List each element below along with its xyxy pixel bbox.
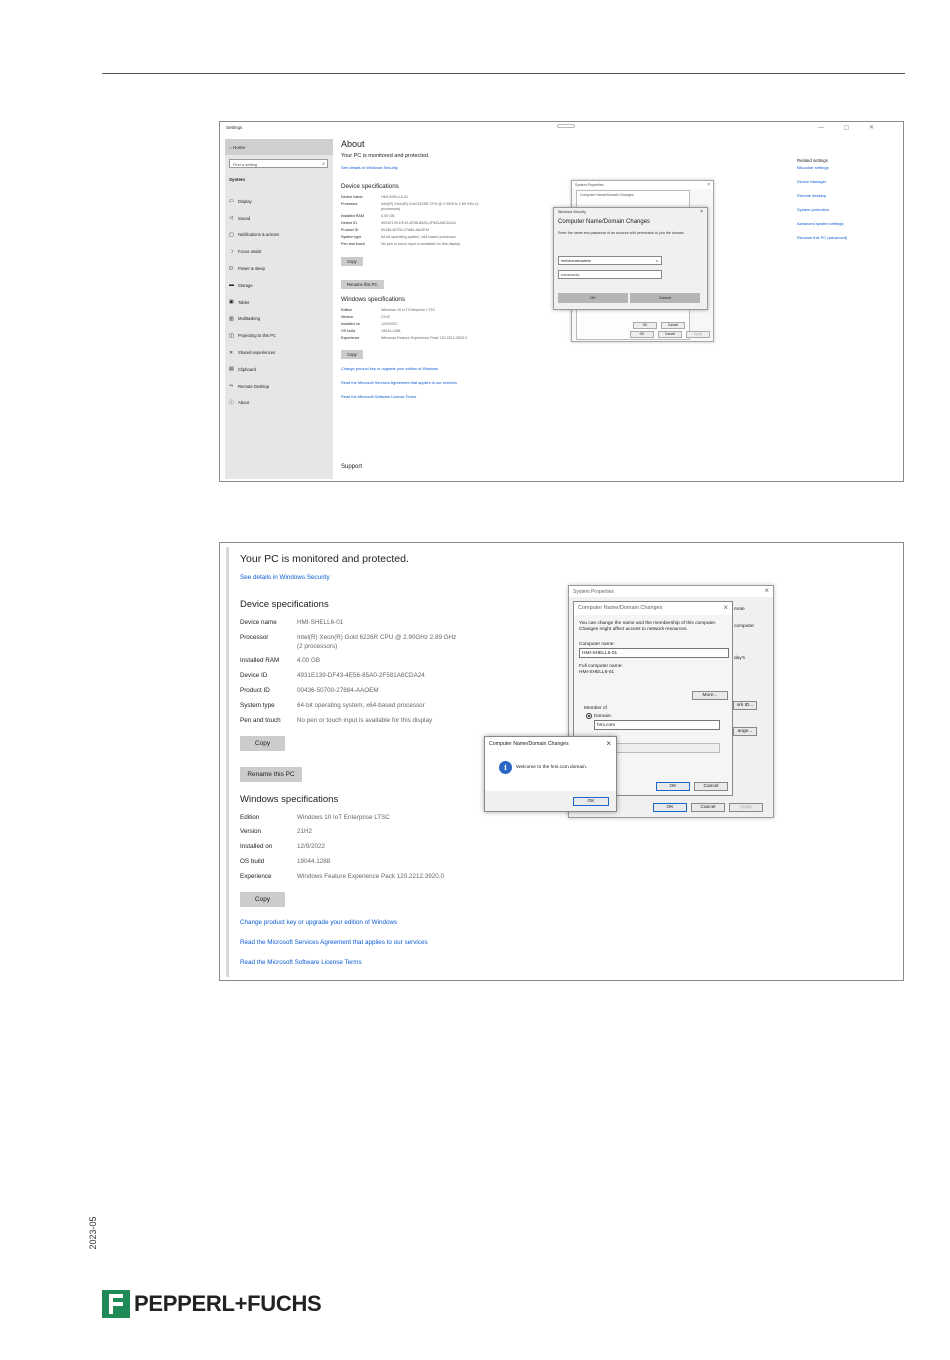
- spec-row: Experience Windows Feature Experience Pack 120.2212.3920.0: [341, 336, 468, 340]
- member-of-label: Member of: [584, 706, 607, 711]
- domain-input[interactable]: hmi.com: [594, 720, 720, 730]
- services-agreement-link[interactable]: Read the Microsoft Services Agreement that applies to our services: [240, 938, 428, 946]
- power-icon: ⏻: [229, 265, 233, 272]
- sysprops-apply-button[interactable]: Apply: [686, 331, 710, 338]
- find-setting-input[interactable]: Find a setting ⌕: [229, 159, 328, 168]
- device-specs-heading: Device specifications: [240, 599, 329, 610]
- sidebar-item[interactable]: ◁ Sound: [229, 215, 251, 222]
- sidebar-item[interactable]: ◫ Projecting to this PC: [229, 332, 276, 339]
- spec-row: OS build 19044.1288: [240, 857, 331, 865]
- dialog-title-bar: Windows Security ×: [558, 209, 703, 215]
- spec-row: Experience Windows Feature Experience Pack 120.2212.3920.0: [240, 872, 445, 880]
- full-name-value: HMI-SHELL6-01: [579, 670, 615, 675]
- notification-icon: ▢: [229, 231, 234, 238]
- sidebar-item[interactable]: ▬ Storage: [229, 282, 253, 289]
- settings-about-screenshot: [219, 121, 904, 482]
- cancel-button[interactable]: Cancel: [630, 293, 700, 303]
- windows-links: [341, 366, 671, 399]
- window-title: Settings: [226, 125, 243, 130]
- radio-selected-icon: [586, 713, 592, 719]
- rename-pc-button[interactable]: Rename this PC: [240, 767, 302, 782]
- cancel-button[interactable]: Cancel: [661, 322, 685, 329]
- copy-device-button[interactable]: Copy: [341, 257, 363, 266]
- spec-row: Version 21H2: [341, 314, 390, 319]
- spec-row: Installed RAM 4.00 GB: [240, 657, 321, 665]
- dialog-message: You can change the name and the membership of this computer. Changes might affect access to network resources.: [579, 621, 717, 633]
- spec-row: Pen and touch No pen or touch input is available for this display: [240, 716, 433, 724]
- related-settings-heading: Related settings: [797, 158, 828, 163]
- domain-welcome-dialog: [484, 736, 617, 812]
- close-icon[interactable]: ×: [707, 182, 710, 188]
- tablet-icon: ▣: [229, 299, 234, 306]
- page-title: About: [341, 139, 365, 149]
- close-icon[interactable]: ×: [723, 603, 728, 612]
- security-details-link[interactable]: See details in Windows Security: [240, 574, 330, 581]
- services-agreement-link[interactable]: Read the Microsoft Services Agreement that applies to our services: [341, 380, 457, 386]
- clear-icon[interactable]: ×: [655, 258, 658, 263]
- sysprops-ok-button[interactable]: OK: [630, 331, 654, 338]
- spec-row: Device name HMI-SHELL6-01: [341, 195, 409, 199]
- multitask-icon: ▥: [229, 315, 234, 322]
- spec-row: Version 21H2: [240, 828, 313, 836]
- spec-row: Product ID 00436-50700-27884-AAOEM: [240, 687, 379, 695]
- domain-welcome-screenshot: [219, 542, 904, 981]
- product-key-link[interactable]: Change product key or upgrade your edition of Windows: [341, 366, 439, 372]
- dialog-title-bar: System Properties ×: [569, 586, 773, 597]
- related-link[interactable]: Device Manager: [797, 179, 827, 184]
- spec-row: Device ID 4931E139-DF43-4E56-85A0-2F581A6CDA24: [240, 672, 425, 680]
- pepperl-fuchs-logo-icon: [102, 1290, 130, 1318]
- security-details-link[interactable]: See details in Windows Security: [341, 165, 398, 170]
- license-terms-link[interactable]: Read the Microsoft Software License Terms: [240, 958, 362, 966]
- remote-icon: ⤳: [229, 383, 234, 390]
- sysprops-cancel-button[interactable]: Cancel: [658, 331, 682, 338]
- clipboard-icon: ▤: [229, 366, 234, 373]
- ok-button[interactable]: OK: [573, 797, 609, 806]
- dialog-title-bar: Computer Name/Domain Changes ×: [574, 602, 732, 615]
- sidebar-item[interactable]: ▢ Notifications & actions: [229, 231, 280, 238]
- peek-text: day's: [734, 656, 746, 661]
- computer-name-label: Computer name:: [579, 642, 615, 647]
- sidebar-item[interactable]: ✕ Shared experiences: [229, 349, 276, 356]
- project-icon: ◫: [229, 332, 234, 339]
- spec-row: System type 64-bit operating system, x64-based processor: [341, 235, 456, 240]
- change-button[interactable]: ange...: [733, 727, 757, 736]
- spec-row: System type 64-bit operating system, x64-based processor: [240, 701, 425, 709]
- device-specs-heading: Device specifications: [341, 183, 399, 190]
- dialog-title-bar: Computer Name/Domain Changes ×: [485, 737, 616, 751]
- window-controls[interactable]: — ▢ ✕: [817, 125, 883, 131]
- sidebar-nav: [225, 193, 333, 411]
- computer-name-input[interactable]: HMI-SHELL6-01: [579, 648, 729, 658]
- more-button[interactable]: More...: [692, 691, 728, 700]
- info-icon: i: [499, 761, 512, 774]
- dialog-heading: Computer Name/Domain Changes: [558, 219, 651, 225]
- spec-row: Device name HMI-SHELL6-01: [240, 619, 344, 626]
- top-rule: [102, 73, 905, 74]
- windows-security-dialog: [553, 207, 708, 310]
- spec-row: Installed RAM 4.00 GB: [341, 213, 395, 218]
- copy-windows-button[interactable]: Copy: [240, 892, 285, 907]
- related-link[interactable]: Remote desktop: [797, 193, 827, 198]
- windows-specs-heading: Windows specifications: [341, 295, 405, 303]
- full-name-label: Full computer name:: [579, 664, 623, 669]
- windows-specs-heading: Windows specifications: [240, 793, 339, 805]
- brand-name: PEPPERL+FUCHS: [134, 1291, 322, 1316]
- domain-radio[interactable]: Domain:: [586, 713, 612, 719]
- sidebar-item[interactable]: ▥ Multitasking: [229, 315, 261, 322]
- tab-remote-peek[interactable]: mote: [734, 607, 745, 612]
- related-link[interactable]: Rename this PC (advanced): [797, 235, 848, 240]
- username-field[interactable]: hmi\domainadmin ×: [558, 256, 662, 265]
- sidebar-item[interactable]: ▤ Clipboard: [229, 366, 256, 373]
- copy-device-button[interactable]: Copy: [240, 736, 285, 751]
- close-icon[interactable]: ×: [700, 209, 703, 215]
- welcome-message: Welcome to the hmi.com domain.: [516, 765, 588, 770]
- spec-row: Processor Intel(R) Xeon(R) Gold 6226R CPU @ 2.90GHz 2.89 GHz (2 processors): [341, 202, 479, 211]
- protection-status: Your PC is monitored and protected.: [341, 153, 430, 159]
- related-settings: [797, 158, 897, 249]
- network-id-button[interactable]: ork ID...: [733, 701, 757, 710]
- sysprops-ok-button[interactable]: OK: [653, 803, 687, 812]
- related-link[interactable]: BitLocker settings: [797, 165, 829, 170]
- windows-specs-list: [240, 814, 570, 882]
- spec-row: Processor Intel(R) Xeon(R) Gold 6226R CPU @ 2.90GHz 2.89 GHz (2 processors): [240, 633, 457, 650]
- protection-status: Your PC is monitored and protected.: [240, 553, 409, 565]
- moon-icon: ☽: [229, 248, 234, 255]
- spec-row: Device ID 4931E139-DF43-4E56-85A0-2F581A6CDA24: [341, 221, 456, 225]
- sidebar-item[interactable]: ☽ Focus assist: [229, 248, 262, 255]
- related-link[interactable]: System protection: [797, 207, 830, 212]
- sidebar-item[interactable]: ⏻ Power & sleep: [229, 265, 265, 272]
- document-date: 2023-05: [88, 1216, 98, 1250]
- sidebar-item[interactable]: ▣ Tablet: [229, 299, 250, 306]
- rename-pc-button[interactable]: Rename this PC: [341, 280, 384, 289]
- title-bar-handle: [557, 124, 575, 128]
- sidebar-home[interactable]: ⌂ Home: [225, 139, 333, 155]
- scrollbar[interactable]: [226, 547, 229, 977]
- product-key-link[interactable]: Change product key or upgrade your edition of Windows: [240, 918, 398, 926]
- close-icon[interactable]: ×: [606, 739, 611, 748]
- storage-icon: ▬: [229, 282, 234, 289]
- sidebar-item[interactable]: ⓘ About: [229, 400, 249, 407]
- speaker-icon: ◁: [229, 215, 233, 222]
- license-terms-link[interactable]: Read the Microsoft Software License Terms: [341, 394, 417, 400]
- dialog-message: Enter the name and password of an account with permission to join the domain.: [558, 231, 685, 235]
- spec-row: Installed on 12/9/2022: [240, 843, 326, 851]
- close-icon[interactable]: ×: [764, 586, 769, 595]
- spec-row: Installed on 12/9/2022: [341, 321, 398, 326]
- support-heading: Support: [341, 464, 363, 470]
- device-specs-list: [240, 619, 570, 726]
- sysprops-apply-button[interactable]: Apply: [729, 803, 763, 812]
- search-icon: ⌕: [322, 161, 325, 167]
- spec-row: Edition Windows 10 IoT Enterprise LTSC: [240, 813, 390, 821]
- peek-text: computer: [734, 624, 754, 629]
- copy-windows-button[interactable]: Copy: [341, 350, 363, 359]
- info-icon: ⓘ: [229, 400, 235, 407]
- spec-row: Product ID 00436-50700-27884-AAOEM: [341, 228, 429, 233]
- ok-button[interactable]: OK: [633, 322, 657, 329]
- shared-icon: ✕: [229, 349, 234, 356]
- windows-links: [240, 919, 570, 966]
- cancel-button[interactable]: Cancel: [694, 782, 728, 791]
- sidebar-section-system: System: [229, 177, 246, 182]
- ok-button[interactable]: OK: [558, 293, 628, 303]
- home-icon: ⌂: [229, 145, 233, 150]
- sysprops-cancel-button[interactable]: Cancel: [691, 803, 725, 812]
- spec-row: Pen and touch No pen or touch input is available for this display: [341, 242, 461, 247]
- dialog-title-bar: System Properties ×: [572, 181, 713, 189]
- brand-logo: [102, 1290, 321, 1318]
- monitor-icon: ▭: [229, 198, 234, 205]
- sidebar-item[interactable]: ▭ Display: [229, 198, 252, 205]
- spec-row: Edition Windows 10 IoT Enterprise LTSC: [341, 307, 436, 312]
- spec-row: OS build 19044.1288: [341, 328, 401, 333]
- dialog-title-bar: Computer Name/Domain Changes: [577, 191, 689, 199]
- dialog-body: [485, 751, 616, 791]
- related-link[interactable]: Advanced system settings: [797, 221, 844, 226]
- settings-sidebar: [225, 139, 333, 479]
- sidebar-item[interactable]: ⤳ Remote Desktop: [229, 383, 270, 390]
- password-field[interactable]: ••••••••••••••: [558, 270, 662, 279]
- ok-button[interactable]: OK: [656, 782, 690, 791]
